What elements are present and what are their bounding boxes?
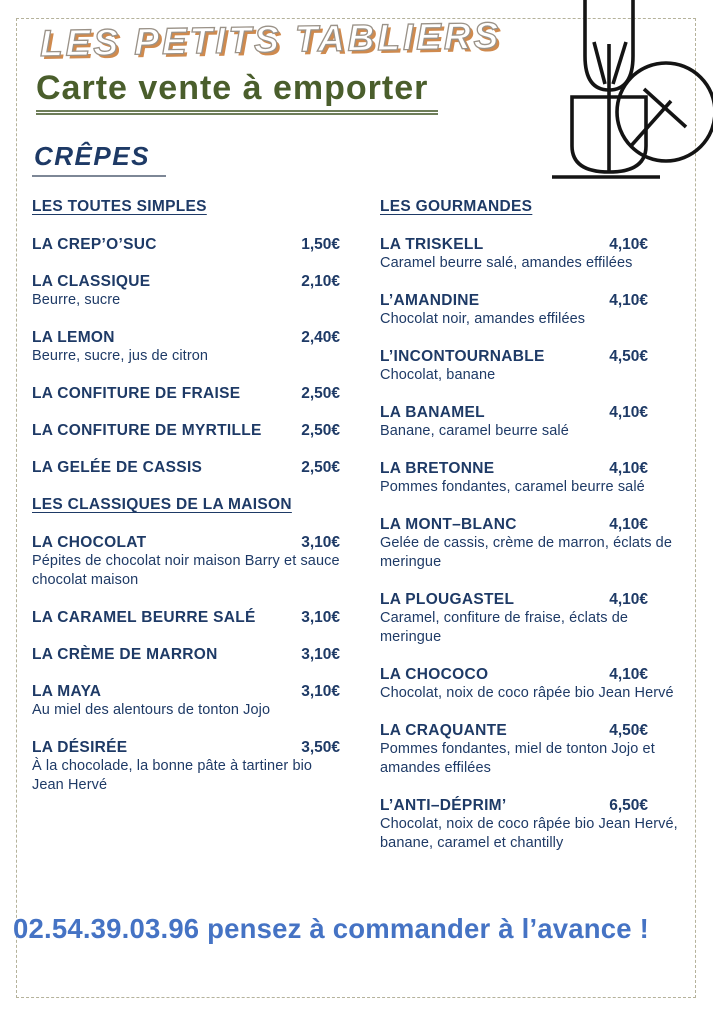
item-name-price-row <box>380 796 694 815</box>
item-name: L’INCONTOURNABLE <box>380 348 545 365</box>
menu-section <box>32 495 340 795</box>
item-name-price-row <box>380 721 694 740</box>
menu-item <box>32 738 340 795</box>
item-name-price-row <box>32 272 340 291</box>
item-description: Chocolat, banane <box>380 367 496 383</box>
item-price: 4,10€ <box>609 404 648 421</box>
item-name: LA DÉSIRÉE <box>32 739 128 756</box>
menu-item <box>32 235 340 254</box>
item-price: 1,50€ <box>301 236 340 253</box>
item-name-price-row <box>32 328 340 347</box>
item-price: 4,10€ <box>609 516 648 533</box>
item-name-price-row <box>32 738 340 757</box>
item-name-price-row <box>32 533 340 552</box>
menu-item <box>380 590 694 647</box>
item-name: L’AMANDINE <box>380 292 480 309</box>
item-name-price-row <box>380 590 694 609</box>
item-name-price-row <box>32 384 340 403</box>
item-name-price-row <box>380 665 694 684</box>
menu-item <box>380 291 694 329</box>
item-name: LA CRAQUANTE <box>380 722 508 739</box>
item-description: Caramel beurre salé, amandes effilées <box>380 255 633 271</box>
item-name-price-row <box>380 515 694 534</box>
item-description: Pépites de chocolat noir maison Barry et sauce chocolat maison <box>32 553 340 588</box>
menu-column-right <box>380 197 694 871</box>
item-name: LA TRISKELL <box>380 236 484 253</box>
item-price: 2,50€ <box>301 385 340 402</box>
item-price: 6,50€ <box>609 797 648 814</box>
item-description: Caramel, confiture de fraise, éclats de meringue <box>380 610 629 645</box>
menu-item <box>32 682 340 720</box>
menu-column-left <box>32 197 340 871</box>
item-name-price-row <box>380 459 694 478</box>
menu-item <box>380 347 694 385</box>
item-name-price-row <box>32 421 340 440</box>
item-price: 4,50€ <box>609 348 648 365</box>
menu-item <box>380 459 694 497</box>
item-price: 3,10€ <box>301 609 340 626</box>
item-name: LA LEMON <box>32 329 115 346</box>
item-name-price-row <box>32 682 340 701</box>
item-name: LA CHOCOCO <box>380 666 489 683</box>
item-description: Chocolat noir, amandes effilées <box>380 311 586 327</box>
menu-item <box>32 533 340 590</box>
whisk-bowl-crepe-pan-icon <box>545 0 713 186</box>
item-price: 3,10€ <box>301 683 340 700</box>
item-name: LA CRÈME DE MARRON <box>32 646 218 663</box>
item-name-price-row <box>380 403 694 422</box>
menu-item <box>32 458 340 477</box>
menu-item <box>380 721 694 778</box>
item-name-price-row <box>32 645 340 664</box>
item-description: Au miel des alentours de tonton Jojo <box>32 702 271 718</box>
item-name: LA CONFITURE DE FRAISE <box>32 385 241 402</box>
item-price: 4,10€ <box>609 292 648 309</box>
item-name: LA MAYA <box>32 683 102 700</box>
item-description: Pommes fondantes, caramel beurre salé <box>380 479 645 495</box>
item-description: À la chocolade, la bonne pâte à tartiner bio Jean Hervé <box>32 758 313 793</box>
item-price: 2,50€ <box>301 459 340 476</box>
item-price: 2,10€ <box>301 273 340 290</box>
section-title: LES CLASSIQUES DE LA MAISON <box>32 496 292 513</box>
item-name: LA CHOCOLAT <box>32 534 147 551</box>
item-price: 4,10€ <box>609 460 648 477</box>
item-description: Banane, caramel beurre salé <box>380 423 569 439</box>
menu-item <box>32 328 340 366</box>
section-title: LES TOUTES SIMPLES <box>32 198 207 215</box>
section-title: LES GOURMANDES <box>380 198 533 215</box>
item-price: 2,40€ <box>301 329 340 346</box>
menu-item <box>32 272 340 310</box>
item-name: LA BRETONNE <box>380 460 495 477</box>
item-price: 4,10€ <box>609 666 648 683</box>
menu-item <box>380 235 694 273</box>
item-name-price-row <box>380 347 694 366</box>
phone-order-notice: 02.54.39.03.96 pensez à commander à l’avance ! <box>13 913 649 944</box>
item-description: Chocolat, noix de coco râpée bio Jean Hervé, banane, caramel et chantilly <box>380 816 678 851</box>
item-description: Chocolat, noix de coco râpée bio Jean Hervé <box>380 685 674 701</box>
menu-item <box>380 515 694 572</box>
item-name-price-row <box>32 235 340 254</box>
item-name: LA CARAMEL BEURRE SALÉ <box>32 609 256 626</box>
item-description: Beurre, sucre, jus de citron <box>32 348 209 364</box>
item-price: 4,10€ <box>609 591 648 608</box>
item-price: 3,50€ <box>301 739 340 756</box>
item-name: LA CONFITURE DE MYRTILLE <box>32 422 262 439</box>
menu-section <box>380 197 694 853</box>
item-description: Gelée de cassis, crème de marron, éclats de meringue <box>380 535 673 570</box>
item-name: LA CREP’O’SUC <box>32 236 157 253</box>
menu-item <box>32 421 340 440</box>
item-name: LA GELÉE DE CASSIS <box>32 459 203 476</box>
item-description: Pommes fondantes, miel de tonton Jojo et amandes effilées <box>380 741 655 776</box>
page-subtitle: Carte vente à emporter <box>36 69 438 115</box>
menu-item <box>32 608 340 627</box>
item-price: 3,10€ <box>301 646 340 663</box>
item-name-price-row <box>380 235 694 254</box>
item-name: LA CLASSIQUE <box>32 273 151 290</box>
item-name-price-row <box>380 291 694 310</box>
item-name: LA PLOUGASTEL <box>380 591 515 608</box>
brand-title: LES PETITS TABLIERS <box>39 14 502 64</box>
item-name-price-row <box>32 608 340 627</box>
menu-item <box>32 384 340 403</box>
item-price: 4,10€ <box>609 236 648 253</box>
menu-item <box>32 645 340 664</box>
item-name: LA MONT–BLANC <box>380 516 517 533</box>
item-name: L’ANTI–DÉPRIM’ <box>380 797 507 814</box>
item-price: 2,50€ <box>301 422 340 439</box>
menu-columns <box>0 197 723 871</box>
item-price: 4,50€ <box>609 722 648 739</box>
item-description: Beurre, sucre <box>32 292 121 308</box>
menu-item <box>380 665 694 703</box>
menu-item <box>380 796 694 853</box>
item-name: LA BANAMEL <box>380 404 485 421</box>
item-price: 3,10€ <box>301 534 340 551</box>
category-title-crepes: CRÊPES <box>32 141 166 177</box>
menu-section <box>32 197 340 477</box>
item-name-price-row <box>32 458 340 477</box>
menu-item <box>380 403 694 441</box>
